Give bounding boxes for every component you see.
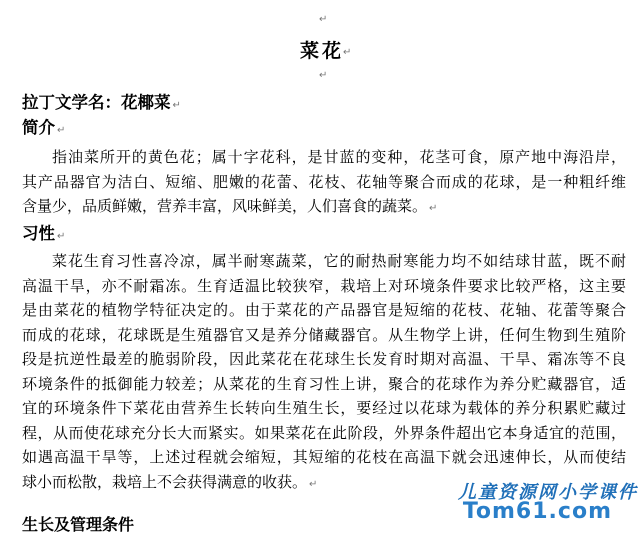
section-heading: 简介 ↵ bbox=[22, 118, 66, 137]
paragraph-mark: ↵ bbox=[57, 231, 66, 242]
watermark-text: 儿童资源网小学课件 bbox=[458, 482, 638, 503]
text-line: 程，从而使花球充分长大而紧实。如果菜花在此阶段，外界条件超出它本身适宜的范围， bbox=[22, 423, 626, 442]
text-line: 含量少，品质鲜嫩，营养丰富，风味鲜美，人们喜食的蔬菜。 ↵ bbox=[22, 197, 438, 215]
text-line: 球小而松散，栽培上不会获得满意的收获。 ↵ bbox=[22, 472, 318, 491]
watermark-site: Tom61.com bbox=[462, 499, 612, 524]
text-line: 是由菜花的植物学特征决定的。由于菜花的产品器官是短缩的花枝、花轴、花蕾等聚合 bbox=[22, 301, 626, 319]
paragraph-mark: ↵ bbox=[429, 203, 438, 214]
text-line: 指油菜所开的黄色花；属十字花科，是甘蓝的变种，花茎可食，原产地中海沿岸， bbox=[52, 148, 626, 166]
next-section-heading-partial: 生长及管理条件 bbox=[22, 515, 135, 534]
paragraph-mark: ↵ bbox=[319, 70, 328, 81]
text-line: 其产品器官为洁白、短缩、肥嫩的花蕾、花枝、花轴等聚合而成的花球，是一种粗纤维 bbox=[22, 172, 626, 191]
habit-paragraph bbox=[22, 249, 626, 494]
paragraph-mark: ↵ bbox=[57, 125, 66, 136]
text-line: 段是抗逆性最差的脆弱阶段，因此菜花在花球生长发育时期对高温、干旱、霜冻等不良 bbox=[22, 350, 626, 368]
intro-paragraph bbox=[22, 145, 626, 219]
text-line: 菜花生育习性喜冷凉，属半耐寒蔬菜，它的耐热耐寒能力均不如结球甘蓝，既不耐 bbox=[52, 252, 626, 270]
text-line: 高温干旱，亦不耐霜冻。生育适温比较狭窄，栽培上对环境条件要求比较严格，这主要 bbox=[22, 276, 626, 295]
paragraph-mark: ↵ bbox=[172, 100, 181, 111]
latin-name-heading: 拉丁文学名：花椰菜 ↵ bbox=[22, 93, 181, 112]
section-heading: 习性 ↵ bbox=[22, 224, 66, 243]
paragraph-mark: ↵ bbox=[343, 47, 352, 58]
watermark-logo bbox=[396, 478, 642, 524]
text-line: 环境条件的抵御能力较差；从菜花的生育习性上讲，聚合的花球作为养分贮藏器官，适 bbox=[22, 374, 626, 393]
paragraph-mark: ↵ bbox=[309, 478, 318, 490]
text-line: 宜的环境条件下菜花由营养生长转向生殖生长，要经过以花球为载体的养分积累贮藏过 bbox=[22, 399, 626, 417]
paragraph-mark: ↵ bbox=[319, 14, 328, 25]
text-line: 如遇高温干旱等，上述过程就会缩短，其短缩的花枝在高温下就会迅速伸长，从而使结 bbox=[22, 448, 626, 466]
text-line: 而成的花球，花球既是生殖器官又是养分储藏器官。从生物学上讲，任何生物到生殖阶 bbox=[22, 325, 626, 344]
document-title: 菜花 bbox=[300, 40, 345, 62]
